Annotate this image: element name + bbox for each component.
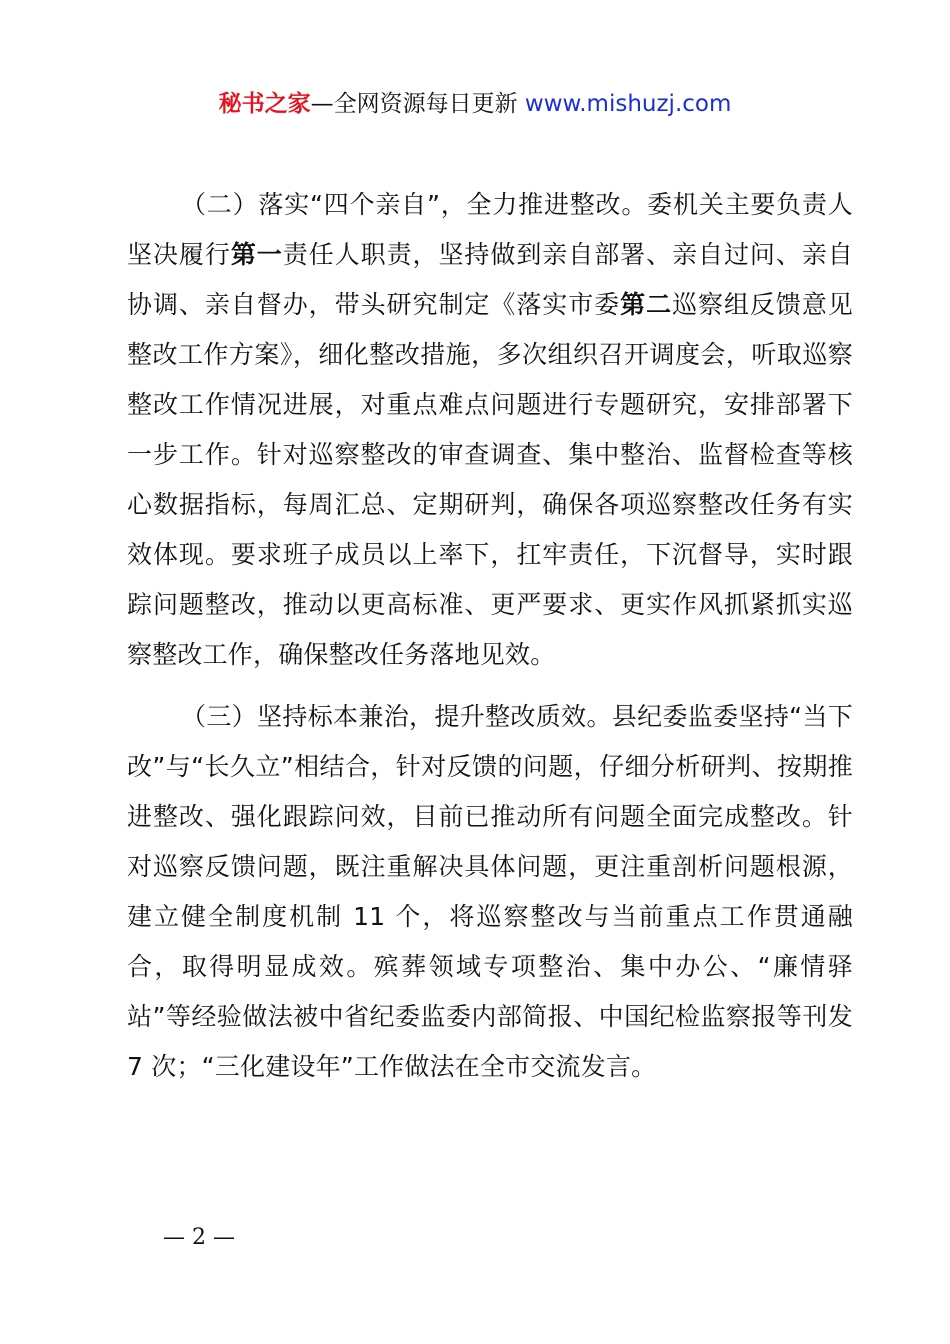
site-tagline: —全网资源每日更新 [310, 91, 518, 117]
paragraph-text: 责任人职责，坚持做到亲自部署、亲自过问、亲自协调、亲自督办，带头研究制定《落实市委 [127, 240, 853, 319]
page-number: — 2 — [163, 1225, 235, 1250]
site-url-link[interactable]: www.mishuzj.com [524, 91, 732, 117]
paragraph-section-2 [127, 180, 853, 680]
site-brand: 秘书之家 [218, 91, 311, 117]
document-body [127, 180, 853, 1092]
paragraph-text: 巡察组反馈意见整改工作方案》，细化整改措施，多次组织召开调度会，听取巡察整改工作情况进展，对重点难点问题进行专题研究，安排部署下一步工作。针对巡察整改的审查调查、集中整治、监督检查等核心数据指标，每周汇总、定期研判，确保各项巡察整改任务有实效体现。要求班子成员以上率下，扛牢责任，下沉督导，实时跟踪问题整改，推动以更高标准、更严要求、更实作风抓紧抓实巡察整改工作，确保整改任务落地见效。 [127, 290, 853, 669]
page-header [0, 86, 950, 122]
paragraph-text: （二）落实“四个亲自”，全力推进整改。委机关主要负责人坚决履行 [127, 190, 853, 269]
paragraph-section-3: （三）坚持标本兼治，提升整改质效。县纪委监委坚持“当下改”与“长久立”相结合，针对反馈的问题，仔细分析研判、按期推进整改、强化跟踪问效，目前已推动所有问题全面完成整改。针对巡察反馈问题，既注重解决具体问题，更注重剖析问题根源，建立健全制度机制 11 个，将巡察整改与当前重点工作贯通融合，取得明显成效。殡葬领域专项整治、集中办公、“廉情驿站”等经验做法被中省纪委监委内部简报、中国纪检监察报等刊发 7 次；“三化建设年”工作做法在全市交流发言。 [127, 702, 853, 1081]
bold-emphasis: 第一 [230, 240, 283, 269]
bold-emphasis: 第二 [620, 290, 673, 319]
